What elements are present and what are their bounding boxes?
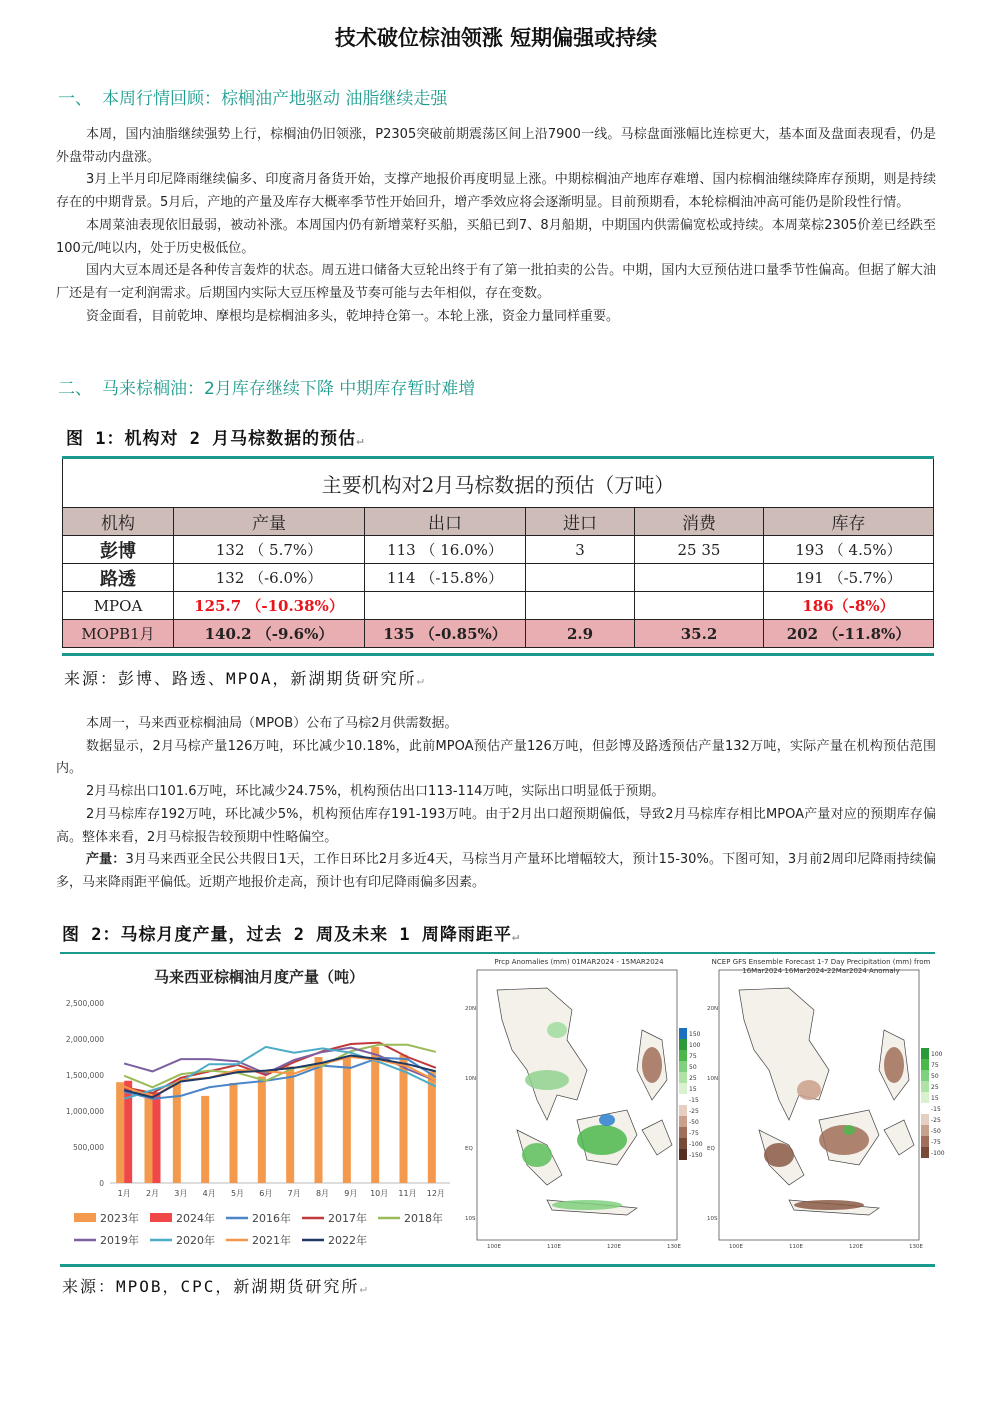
section-2-number: 二、 [58, 379, 92, 399]
line-2022年 [124, 1056, 436, 1098]
table-row [63, 592, 934, 620]
legend-label: -50 [689, 1119, 699, 1126]
legend-label: 150 [689, 1031, 701, 1038]
legend-label: -100 [689, 1141, 703, 1148]
legend-swatch [921, 1092, 929, 1103]
map-1-svg [463, 958, 703, 1258]
table-row [63, 620, 934, 648]
x-tick-label: 2月 [145, 1189, 160, 1198]
section-2-body [56, 713, 936, 895]
legend-swatch [679, 1072, 687, 1083]
figure-2-caption-text: 图 2：马棕月度产量，过去 2 周及未来 1 周降雨距平 [62, 925, 512, 945]
cell-import: 3 [526, 536, 635, 564]
cell-export: 114 （-15.8%） [365, 564, 526, 592]
lat-label: EQ [707, 1146, 715, 1152]
section-1-number: 一、 [58, 89, 92, 109]
paragraph [56, 849, 936, 894]
paragraph: 本周一，马来西亚棕榈油局（MPOB）公布了马棕2月供需数据。 [86, 716, 458, 731]
anomaly-area [552, 1200, 622, 1210]
anomaly-area [884, 1047, 904, 1083]
legend-label: 15 [931, 1095, 939, 1102]
precip-forecast-map [705, 958, 945, 1258]
figure-2-caption [62, 920, 520, 945]
bar-2023年 [230, 1083, 238, 1183]
lon-label: 110E [789, 1244, 803, 1250]
x-tick-label: 7月 [287, 1189, 301, 1198]
figure-1-source-text: 来源：彭博、路透、MPOA，新湖期货研究所 [64, 669, 417, 688]
section-2-title: 马来棕榈油：2月库存继续下降 中期库存暂时难增 [102, 379, 476, 399]
x-tick-label: 5月 [230, 1189, 245, 1198]
lon-label: 130E [909, 1244, 923, 1250]
lon-label: 100E [487, 1244, 501, 1250]
anomaly-area [642, 1047, 662, 1083]
legend-label: 2024年 [176, 1212, 215, 1225]
legend-label: -15 [931, 1106, 941, 1113]
table-bottom-rule [62, 653, 934, 656]
anomaly-area [764, 1143, 794, 1167]
anomaly-area [525, 1070, 569, 1090]
x-tick-label: 3月 [174, 1189, 188, 1198]
cell-import [526, 564, 635, 592]
lat-label: 10S [707, 1216, 718, 1222]
table-row [63, 536, 934, 564]
section-1-title: 本周行情回顾：棕榈油产地驱动 油脂继续走强 [102, 89, 448, 109]
lat-label: 10N [465, 1076, 477, 1082]
legend-label: 2018年 [404, 1212, 443, 1225]
legend-label: -25 [931, 1117, 941, 1124]
x-tick-label: 11月 [398, 1189, 417, 1198]
legend-swatch [679, 1094, 687, 1105]
cell-production: 140.2 （-9.6%） [174, 620, 365, 648]
cell-stock: 191 （-5.7%） [764, 564, 934, 592]
line-2019年 [124, 1048, 436, 1081]
paragraph: 2月马棕出口101.6万吨，环比减少24.75%，机构预估出口113-114万吨，实际出口明显低于预期。 [86, 784, 665, 800]
x-tick-label: 12月 [426, 1189, 445, 1198]
document-title: 技术破位棕油领涨 短期偏强或持续 [334, 26, 658, 50]
section-2-heading [58, 374, 475, 399]
cell-consumption [635, 564, 764, 592]
legend-swatch [679, 1127, 687, 1138]
return-mark-icon: ↵ [416, 673, 426, 687]
header-production: 产量 [174, 508, 365, 536]
header-stock: 库存 [764, 508, 934, 536]
map-1-title: Prcp Anomalies (mm) 01MAR2024 - 15MAR2024 [494, 958, 664, 966]
cell-stock: 202 （-11.8%） [764, 620, 934, 648]
legend-label: 25 [931, 1084, 939, 1091]
legend-label: -75 [931, 1139, 941, 1146]
legend-label: 2019年 [100, 1234, 139, 1247]
legend-swatch [921, 1103, 929, 1114]
paragraph: 国内大豆本周还是各种传言轰炸的状态。周五进口储备大豆轮出终于有了第一批拍卖的公告。中期，国内大豆预估进口量季节性偏高。但据了解大油厂还是有一定利润需求。后期国内实际大豆压榨量及节奏可能与去年相似，存在变数。 [56, 263, 936, 301]
cell-export [365, 592, 526, 620]
estimate-table [62, 459, 934, 648]
cell-export: 135 （-0.85%） [365, 620, 526, 648]
lat-label: 20N [707, 1006, 719, 1012]
anomaly-area [843, 1125, 855, 1135]
cell-export: 113 （ 16.0%） [365, 536, 526, 564]
paragraph: 数据显示，2月马棕产量126万吨，环比减少10.18%，此前MPOA预估产量126万吨，但彭博及路透预估产量132万吨，实际产量在机构预估范围内。 [56, 738, 936, 777]
return-mark-icon: ↵ [356, 433, 365, 447]
y-tick-label: 2,500,000 [65, 999, 104, 1008]
legend-label: 25 [689, 1075, 697, 1082]
cell-consumption: 25 35 [635, 536, 764, 564]
estimate-table-wrapper [62, 456, 934, 648]
legend-label: -150 [689, 1152, 703, 1159]
cell-stock: 186（-8%） [764, 592, 934, 620]
legend-label: -15 [689, 1097, 699, 1104]
bar-2023年 [400, 1055, 408, 1183]
legend-label: -50 [931, 1128, 941, 1135]
x-tick-label: 4月 [202, 1189, 216, 1198]
legend-label: 50 [689, 1064, 697, 1071]
bar-2023年 [371, 1047, 379, 1183]
legend-label: 2022年 [328, 1234, 367, 1247]
paragraph: 本周，国内油脂继续强势上行，棕榈油仍旧领涨，P2305突破前期震荡区间上沿7900一线。马棕盘面涨幅比连棕更大，基本面及盘面表现看，仍是外盘带动内盘涨。 [56, 127, 936, 165]
paragraph: 本周菜油表现依旧最弱，被动补涨。本周国内仍有新增菜籽买船，买船已到7、8月船期，中期国内供需偏宽松或持续。本周菜棕2305价差已经跌至100元/吨以内，处于历史极低位。 [56, 217, 936, 256]
paragraph: 资金面看，目前乾坤、摩根均是棕榈油多头，乾坤持仓第一。本轮上涨，资金力量同样重要。 [86, 308, 620, 324]
legend-swatch [679, 1149, 687, 1160]
legend-swatch [921, 1114, 929, 1125]
table-header-row [63, 508, 934, 536]
header-consumption: 消费 [635, 508, 764, 536]
x-tick-label: 8月 [315, 1189, 330, 1198]
lon-label: 120E [849, 1244, 863, 1250]
precip-anomaly-map-past [463, 958, 703, 1258]
legend-label: 75 [689, 1053, 697, 1060]
section-1-body [56, 124, 936, 328]
cell-import: 2.9 [526, 620, 635, 648]
header-import: 进口 [526, 508, 635, 536]
header-org: 机构 [63, 508, 174, 536]
cell-org: MPOA [63, 592, 174, 620]
legend-swatch [679, 1039, 687, 1050]
cell-import [526, 592, 635, 620]
lat-label: 10S [465, 1216, 476, 1222]
legend-swatch [679, 1083, 687, 1094]
y-tick-label: 500,000 [72, 1143, 104, 1152]
map-2-title: NCEP GFS Ensemble Forecast 1-7 Day Precipitation (mm) from 16Mar2024 16Mar2024-22Mar2024 Anomaly [711, 958, 931, 975]
x-tick-label: 10月 [370, 1189, 389, 1198]
legend-label: 2021年 [252, 1234, 291, 1247]
legend-swatch [679, 1050, 687, 1061]
x-tick-label: 6月 [259, 1189, 273, 1198]
legend-label: 100 [931, 1051, 943, 1058]
return-mark-icon: ↵ [359, 1281, 369, 1295]
paragraph: 2月马棕库存192万吨，环比减少5%，机构预估库存191-193万吨。由于2月出口超预期偏低，导致2月马棕库存相比MPOA产量对应的预期库存偏高。整体来看，2月马棕报告较预期中性略偏空。 [56, 806, 936, 845]
production-chart-svg [60, 958, 458, 1258]
map-2-svg [705, 958, 945, 1258]
legend-label: 2023年 [100, 1212, 139, 1225]
table-row [63, 564, 934, 592]
legend-label: 75 [931, 1062, 939, 1069]
legend-label: 50 [931, 1073, 939, 1080]
figure-2-top-rule [60, 952, 935, 954]
figure-2-bottom-rule [60, 1264, 935, 1267]
legend-label: 2020年 [176, 1234, 215, 1247]
paragraph: 3月上半月印尼降雨继续偏多、印度斋月备货开始，支撑产地报价再度明显上涨。中期棕榈油产地库存难增、国内棕榈油继续降库存预期，则是持续存在的中期背景。5月后，产地的产量及库存大概率季节性开始回升，增产季效应将会逐渐明显。目前预期看，本轮棕榈油冲高可能仍是阶段性行情。 [56, 172, 936, 211]
return-mark-icon: ↵ [511, 929, 521, 943]
legend-label: 100 [689, 1042, 701, 1049]
lat-label: EQ [465, 1146, 473, 1152]
figure-1-caption [66, 424, 364, 449]
bar-2023年 [343, 1057, 351, 1183]
legend-swatch [679, 1138, 687, 1149]
bar-2023年 [201, 1096, 209, 1183]
lon-label: 120E [607, 1244, 621, 1250]
lat-label: 20N [465, 1006, 477, 1012]
cell-consumption: 35.2 [635, 620, 764, 648]
x-tick-label: 1月 [117, 1189, 131, 1198]
legend-label: -75 [689, 1130, 699, 1137]
anomaly-area [522, 1143, 552, 1167]
legend-swatch [921, 1059, 929, 1070]
anomaly-area [577, 1125, 627, 1155]
production-chart [60, 958, 458, 1258]
legend-label: 2017年 [328, 1212, 367, 1225]
legend-swatch [921, 1125, 929, 1136]
lat-label: 10N [707, 1076, 719, 1082]
chart-title: 马来西亚棕榈油月度产量（吨） [153, 968, 364, 986]
legend-swatch [921, 1081, 929, 1092]
figure-1-source [64, 666, 426, 689]
anomaly-area [794, 1200, 864, 1210]
y-tick-label: 0 [99, 1179, 104, 1188]
legend-swatch [921, 1048, 929, 1059]
legend-label: 15 [689, 1086, 697, 1093]
bar-2023年 [286, 1066, 294, 1183]
cell-org: 彭博 [63, 536, 174, 564]
lon-label: 130E [667, 1244, 681, 1250]
lon-label: 100E [729, 1244, 743, 1250]
production-text: 3月马来西亚全民公共假日1天，工作日环比2月多近4天，马棕当月产量环比增幅较大，预计15-30%。下图可知，3月前2周印尼降雨持续偏多，马来降雨距平偏低。近期产地报价走高，预计也有印尼降雨偏多因素。 [56, 852, 936, 890]
header-export: 出口 [365, 508, 526, 536]
cell-production: 132 （ 5.7%） [174, 536, 365, 564]
x-tick-label: 9月 [344, 1189, 358, 1198]
cell-consumption [635, 592, 764, 620]
legend-label: 2016年 [252, 1212, 291, 1225]
figure-2-source-text: 来源：MPOB，CPC，新湖期货研究所 [62, 1277, 360, 1296]
table-title: 主要机构对2月马棕数据的预估（万吨） [63, 459, 934, 508]
legend-swatch [679, 1116, 687, 1127]
lon-label: 110E [547, 1244, 561, 1250]
legend-swatch [921, 1070, 929, 1081]
anomaly-area [797, 1080, 821, 1100]
legend-label: -25 [689, 1108, 699, 1115]
figure-2-source [62, 1274, 369, 1297]
cell-production: 125.7 （-10.38%） [174, 592, 365, 620]
legend-swatch [679, 1105, 687, 1116]
figure-1-caption-text: 图 1：机构对 2 月马棕数据的预估 [66, 429, 357, 449]
legend-swatch [921, 1136, 929, 1147]
bar-2023年 [258, 1076, 266, 1183]
bar-2023年 [428, 1071, 436, 1183]
y-tick-label: 1,000,000 [65, 1107, 104, 1116]
y-tick-label: 1,500,000 [65, 1071, 104, 1080]
cell-org: MOPB1月 [63, 620, 174, 648]
anomaly-area [599, 1114, 615, 1126]
legend-swatch [150, 1213, 172, 1222]
cell-stock: 193 （ 4.5%） [764, 536, 934, 564]
legend-swatch [921, 1147, 929, 1158]
legend-label: -100 [931, 1150, 945, 1157]
y-tick-label: 2,000,000 [65, 1035, 104, 1044]
bar-2023年 [116, 1082, 124, 1183]
bar-2023年 [145, 1093, 153, 1183]
legend-swatch [679, 1061, 687, 1072]
legend-swatch [74, 1213, 96, 1222]
cell-org: 路透 [63, 564, 174, 592]
production-label: 产量： [86, 852, 126, 868]
bar-2024年 [153, 1092, 161, 1183]
legend-swatch [679, 1028, 687, 1039]
bar-2023年 [315, 1057, 323, 1183]
section-1-heading [58, 84, 447, 109]
anomaly-area [547, 1022, 567, 1038]
cell-production: 132 （-6.0%） [174, 564, 365, 592]
